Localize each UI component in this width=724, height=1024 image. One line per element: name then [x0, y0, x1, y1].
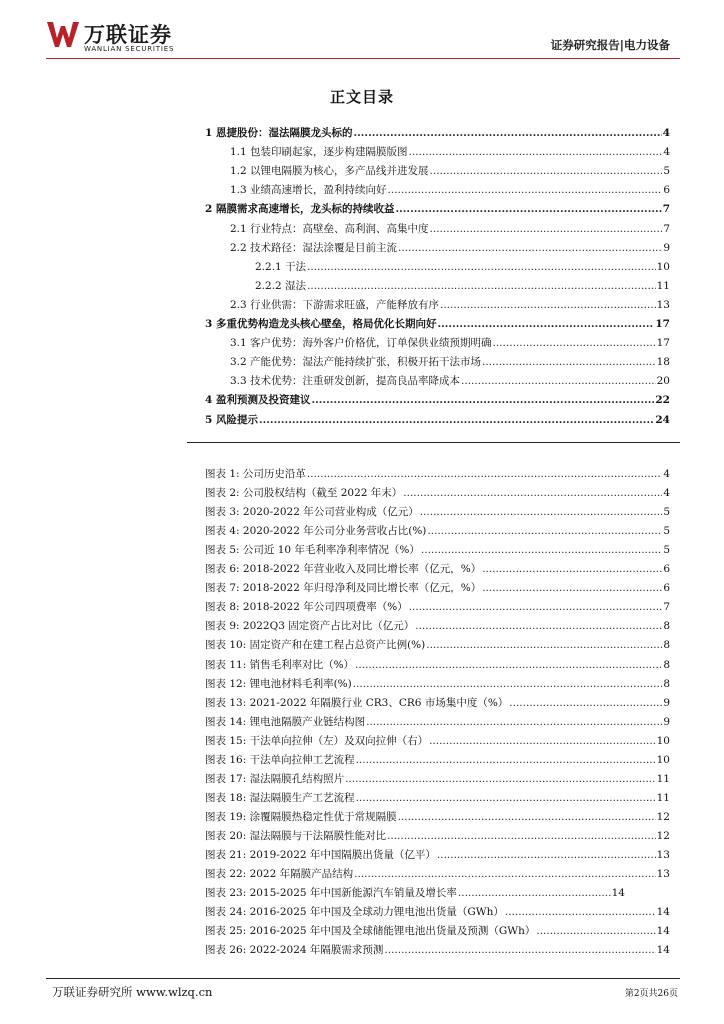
- dot-leader: [307, 465, 662, 484]
- toc-entry-label: 3 多重优势构造龙头核心壁垒，格局优化长期向好: [205, 318, 437, 330]
- toc-entry[interactable]: [230, 162, 670, 181]
- figure-entry-label: 图表 8: 2018-2022 年公司四项费率（%）: [205, 601, 408, 614]
- toc-entry-label: 2 隔膜需求高速增长，龙头标的持续收益: [205, 203, 395, 216]
- dot-leader: [437, 846, 656, 865]
- dot-leader: [458, 884, 611, 903]
- figure-entry-page: 13: [656, 849, 670, 861]
- figure-entry[interactable]: [205, 846, 670, 865]
- figure-entry-label: 图表 16: 干法单向拉伸工艺流程: [205, 753, 355, 766]
- figure-entry-page: 6: [663, 563, 670, 576]
- figure-entry-page: 9: [663, 696, 670, 709]
- dot-leader: [437, 315, 654, 334]
- figure-entry-label: 图表 5: 公司近 10 年毛利率净利率情况（%）: [205, 544, 420, 557]
- figure-entry[interactable]: [205, 922, 670, 941]
- figure-entry[interactable]: [205, 675, 670, 694]
- toc-entry-label: 3.3 技术优势：注重研发创新，提高良品率降成本: [230, 375, 461, 388]
- section-divider: [187, 442, 680, 443]
- figure-entry[interactable]: [205, 598, 670, 617]
- wanlian-logo-icon: [46, 20, 80, 48]
- page-header: [0, 0, 724, 62]
- dot-leader: [509, 694, 662, 713]
- toc-entry-label: 1.3 业绩高速增长，盈利持续向好: [230, 184, 387, 197]
- dot-leader: [409, 598, 663, 617]
- figure-entry[interactable]: [205, 903, 670, 922]
- footer-divider: [46, 978, 680, 979]
- figure-entry-page: 8: [663, 639, 670, 652]
- dot-leader: [311, 391, 654, 410]
- figure-entry[interactable]: [205, 884, 625, 903]
- dot-leader: [430, 162, 663, 181]
- figure-entry-label: 图表 25: 2016-2025 年中国及全球储能锂电池出货量及预测（GWh）: [205, 925, 536, 938]
- figure-entry-label: 图表 10: 固定资产和在建工程占总资产比例(%): [205, 639, 426, 652]
- figure-entry-label: 图表 17: 湿法隔膜孔结构照片: [205, 772, 345, 785]
- figure-entry[interactable]: [205, 713, 670, 732]
- figure-entry-page: 12: [656, 810, 670, 823]
- dot-leader: [356, 789, 656, 808]
- page-title: 正文目录: [329, 88, 394, 106]
- figure-entry-page: 5: [663, 544, 670, 557]
- figure-entry-label: 图表 6: 2018-2022 年营业收入及同比增长率（亿元，%）: [205, 563, 482, 576]
- dot-leader: [345, 770, 656, 789]
- dot-leader: [356, 751, 656, 770]
- figure-entry[interactable]: [205, 636, 670, 655]
- dot-leader: [420, 503, 663, 522]
- toc-entry-page: 7: [663, 222, 670, 235]
- figure-entry-page: 14: [656, 944, 670, 957]
- dot-leader: [403, 484, 662, 503]
- figure-entry-page: 14: [656, 925, 670, 938]
- dot-leader: [415, 617, 662, 636]
- logo-english-name: WANLIAN SECURITIES: [84, 45, 175, 53]
- figure-entry-label: 图表 19: 涂覆隔膜热稳定性优于常规隔膜: [205, 810, 397, 823]
- figure-entry[interactable]: [205, 484, 670, 503]
- toc-entry-page: 4: [662, 127, 670, 139]
- dot-leader: [398, 239, 662, 258]
- figure-entry[interactable]: [205, 827, 670, 846]
- dot-leader: [355, 656, 662, 675]
- toc-entry-label: 3.1 客户优势：海外客户价格优，订单保供业绩预期明确: [230, 337, 492, 350]
- figure-entry[interactable]: [205, 579, 670, 598]
- dot-leader: [353, 675, 663, 694]
- toc-entry[interactable]: [205, 391, 670, 410]
- dot-leader: [388, 181, 663, 200]
- dot-leader: [421, 541, 662, 560]
- toc-entry-page: 7: [662, 203, 670, 216]
- figure-entry[interactable]: [205, 560, 670, 579]
- figure-entry-page: 11: [656, 772, 670, 785]
- toc-entry[interactable]: [205, 124, 670, 143]
- figure-entry-page: 5: [663, 506, 670, 519]
- toc-entry-page: 18: [656, 356, 670, 369]
- figure-entry-page: 7: [663, 601, 670, 614]
- footer-website: 万联证券研究所 www.wlzq.cn: [52, 985, 213, 999]
- report-category: 证券研究报告|电力设备: [550, 38, 670, 52]
- toc-entry-page: 17: [655, 318, 670, 330]
- dot-leader: [409, 143, 663, 162]
- dot-leader: [398, 808, 656, 827]
- dot-leader: [536, 922, 655, 941]
- dot-leader: [430, 220, 663, 239]
- figure-entry[interactable]: [205, 751, 670, 770]
- toc-entry-page: 17: [656, 337, 670, 350]
- toc-entry[interactable]: [230, 353, 670, 372]
- toc-entry-page: 10: [656, 260, 670, 273]
- dot-leader: [505, 903, 656, 922]
- figure-entry-label: 图表 9: 2022Q3 固定资产占比对比（亿元）: [205, 620, 415, 633]
- figure-entry-page: 10: [656, 734, 670, 747]
- dot-leader: [384, 941, 655, 960]
- toc-entry-label: 2.1 行业特点：高壁垒、高利润、高集中度: [230, 222, 429, 235]
- toc-entry[interactable]: [255, 258, 670, 277]
- toc-entry-page: 20: [656, 375, 670, 388]
- figure-entry[interactable]: [205, 656, 670, 675]
- dot-leader: [440, 296, 656, 315]
- toc-entry-page: 11: [656, 279, 670, 292]
- figure-entry-label: 图表 13: 2021-2022 年隔膜行业 CR3、CR6 市场集中度（%）: [205, 696, 509, 709]
- figure-entry-label: 图表 4: 2020-2022 年公司分业务营收占比(%): [205, 525, 427, 538]
- figure-entry-label: 图表 3: 2020-2022 年公司营业构成（亿元）: [205, 506, 419, 519]
- figure-entry[interactable]: [205, 789, 670, 808]
- figure-entry-label: 图表 15: 干法单向拉伸（左）及双向拉伸（右）: [205, 734, 429, 747]
- dot-leader: [482, 579, 662, 598]
- toc-entry-page: 5: [663, 165, 670, 178]
- dot-leader: [307, 277, 656, 296]
- figure-entry-label: 图表 12: 锂电池材料毛利率(%): [205, 677, 352, 690]
- dot-leader: [259, 411, 654, 430]
- brand-logo: [46, 18, 196, 54]
- figure-entry-label: 图表 7: 2018-2022 年归母净利及同比增长率（亿元，%）: [205, 582, 482, 595]
- toc-entry[interactable]: [230, 181, 670, 200]
- toc-entry-page: 6: [663, 184, 670, 197]
- figure-entry-label: 图表 18: 湿法隔膜生产工艺流程: [205, 791, 355, 804]
- figure-entry[interactable]: [205, 865, 670, 884]
- toc-entry-label: 1 恩捷股份：湿法隔膜龙头标的: [205, 127, 353, 139]
- toc-entry[interactable]: [230, 372, 670, 391]
- toc-entry-label: 1.1 包装印刷起家，逐步构建隔膜版图: [230, 146, 408, 159]
- page-number: 第2页共26页: [624, 989, 678, 999]
- dot-leader: [307, 258, 656, 277]
- toc-entry[interactable]: [230, 239, 670, 258]
- figure-entry-page: 4: [663, 468, 670, 480]
- toc-entry-label: 2.3 行业供需：下游需求旺盛，产能释放有序: [230, 298, 440, 311]
- figure-entry-label: 图表 22: 2022 年隔膜产品结构: [205, 868, 354, 881]
- figure-entry-label: 图表 11: 销售毛利率对比（%）: [205, 658, 355, 671]
- figure-entry-label: 图表 1: 公司历史沿革: [205, 468, 306, 480]
- figure-entry-page: 10: [656, 753, 670, 766]
- toc-entry-page: 13: [656, 298, 670, 311]
- toc-entry[interactable]: [205, 200, 670, 219]
- toc-entry-page: 9: [663, 241, 670, 254]
- dot-leader: [482, 560, 662, 579]
- dot-leader: [366, 713, 662, 732]
- figure-entry[interactable]: [205, 941, 670, 960]
- toc-entry-label: 5 风险提示: [205, 413, 258, 426]
- figure-entry[interactable]: [205, 617, 670, 636]
- toc-entry[interactable]: [230, 220, 670, 239]
- figure-entry-page: 11: [656, 791, 670, 804]
- figure-entry-page: 8: [663, 677, 670, 690]
- toc-entry[interactable]: [230, 334, 670, 353]
- toc-entry-label: 2.2.2 湿法: [255, 279, 307, 292]
- header-divider: [46, 58, 680, 59]
- dot-leader: [429, 732, 656, 751]
- dot-leader: [427, 522, 662, 541]
- figure-entry-page: 8: [663, 658, 670, 671]
- logo-chinese-name: 万联证券: [84, 23, 172, 47]
- figure-entry-page: 9: [663, 715, 670, 728]
- toc-entry[interactable]: [255, 277, 670, 296]
- figure-entry-label: 图表 26: 2022-2024 年隔膜需求预测: [205, 944, 384, 957]
- dot-leader: [387, 827, 656, 846]
- figure-entry-label: 图表 14: 锂电池隔膜产业链结构图: [205, 715, 366, 728]
- figure-entry[interactable]: [205, 732, 670, 751]
- figure-entry-page: 12: [656, 829, 670, 842]
- dot-leader: [482, 353, 656, 372]
- figure-entry[interactable]: [205, 694, 670, 713]
- toc-entry-label: 4 盈利预测及投资建议: [205, 394, 311, 407]
- figure-entry-page: 13: [656, 868, 670, 881]
- figure-entry-label: 图表 23: 2015-2025 年中国新能源汽车销量及增长率: [205, 887, 457, 900]
- toc-entry-page: 4: [663, 146, 670, 159]
- toc-entry-page: 22: [655, 394, 670, 407]
- toc-entry-page: 24: [655, 413, 670, 426]
- figure-entry-label: 图表 2: 公司股权结构（截至 2022 年末）: [205, 487, 403, 500]
- toc-entry[interactable]: [230, 296, 670, 315]
- toc-entry-label: 1.2 以锂电隔膜为核心，多产品线并进发展: [230, 165, 429, 178]
- figure-entry-page: 14: [611, 887, 625, 900]
- figure-entry[interactable]: [205, 522, 670, 541]
- figure-entry[interactable]: [205, 465, 670, 484]
- figure-entry-page: 6: [663, 582, 670, 595]
- figure-entry-page: 5: [663, 525, 670, 538]
- dot-leader: [354, 865, 655, 884]
- dot-leader: [395, 200, 661, 219]
- toc-entry[interactable]: [205, 411, 670, 430]
- figure-entry-page: 4: [663, 487, 670, 500]
- figure-entry-label: 图表 20: 湿法隔膜与干法隔膜性能对比: [205, 829, 387, 842]
- dot-leader: [353, 124, 661, 143]
- figure-entry-label: 图表 24: 2016-2025 年中国及全球动力锂电池出货量（GWh）: [205, 906, 504, 919]
- figure-entry[interactable]: [205, 808, 670, 827]
- figure-entry-page: 8: [663, 620, 670, 633]
- toc-entry-label: 2.2.1 干法: [255, 260, 307, 273]
- figure-entry-page: 14: [656, 906, 670, 919]
- dot-leader: [493, 334, 656, 353]
- figure-entry-label: 图表 21: 2019-2022 年中国隔膜出货量（亿平）: [205, 849, 436, 861]
- toc-entry[interactable]: [230, 143, 670, 162]
- dot-leader: [426, 636, 662, 655]
- toc-entry[interactable]: [205, 315, 670, 334]
- figure-entry[interactable]: [205, 541, 670, 560]
- toc-entry-label: 3.2 产能优势：湿法产能持续扩张，积极开拓干法市场: [230, 356, 482, 369]
- figure-entry[interactable]: [205, 770, 670, 789]
- toc-entry-label: 2.2 技术路径：湿法涂覆是目前主流: [230, 241, 398, 254]
- dot-leader: [461, 372, 656, 391]
- figure-entry[interactable]: [205, 503, 670, 522]
